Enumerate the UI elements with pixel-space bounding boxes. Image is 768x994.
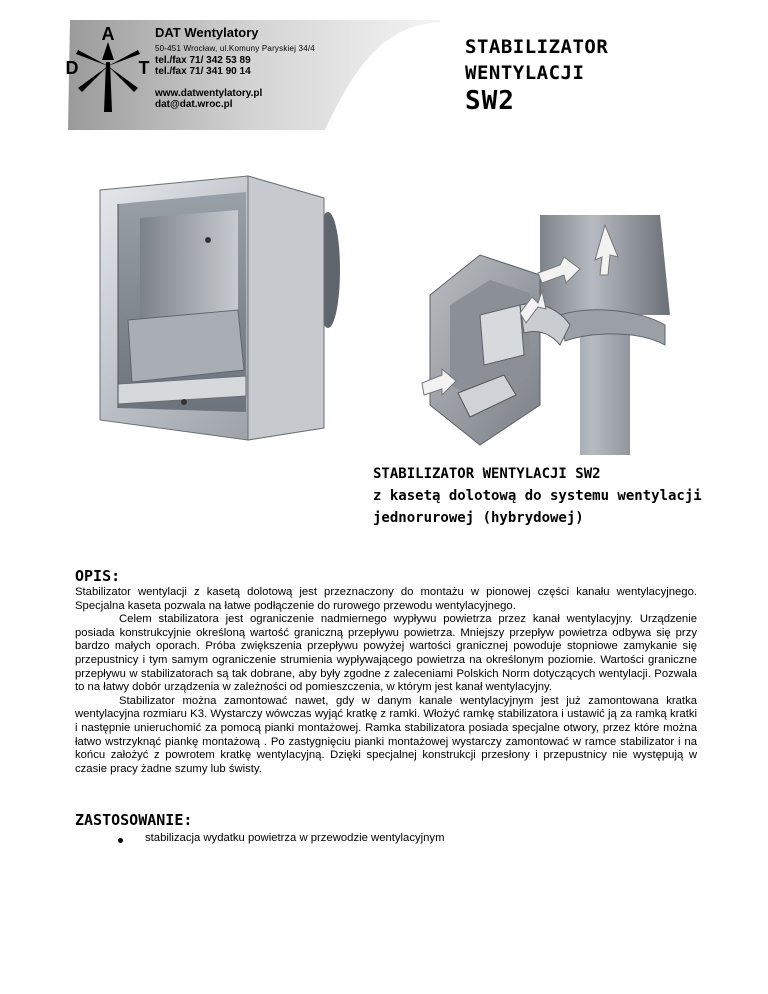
title-line-1: STABILIZATOR: [465, 36, 609, 58]
company-tel-2: tel./fax 71/ 341 90 14: [155, 66, 251, 77]
bullet-icon: [118, 838, 123, 843]
product-photo-cassette: [88, 170, 350, 442]
subtitle-line-3: jednorurowej (hybrydowej): [373, 510, 584, 526]
logo-letter-d: D: [66, 58, 79, 78]
company-name: DAT Wentylatory: [155, 25, 259, 40]
company-address: 50-451 Wrocław, ul.Komuny Paryskiej 34/4: [155, 44, 315, 53]
company-website[interactable]: www.datwentylatory.pl: [155, 88, 263, 99]
subtitle-line-2: z kasetą dolotową do systemu wentylacji: [373, 488, 702, 504]
logo-letter-a: A: [101, 24, 115, 44]
zastosowanie-heading: ZASTOSOWANIE:: [75, 811, 193, 829]
company-email[interactable]: dat@dat.wroc.pl: [155, 99, 233, 110]
company-logo: [66, 22, 150, 114]
logo-letter-t: T: [138, 58, 150, 78]
title-model: SW2: [465, 86, 515, 116]
opis-paragraph-1: Stabilizator wentylacji z kasetą dolotową jest przeznaczony do montażu w pionowej części kanału wentylacyjnego. Specjalna kaseta pozwala na łatwe podłączenie do rurowego przewodu wentylacyjnego.: [75, 586, 697, 612]
opis-paragraph-3: Stabilizator można zamontować nawet, gdy w danym kanale wentylacyjnym jest już zamontowana kratka wentylacyjna rozmiaru K3. Wystarczy wówczas wyjąć kratkę z ramki. Włożyć ramkę stabilizatora i ustawić ją za ramką kratki i następnie unieruchomić za pomocą pianki montażowej. Ramka stabilizatora posiada specjalne otwory, przez które można łatwo wstrzyknąć piankę montażową . Po zastygnięciu pianki montażowej wystarczy zamontować w ramce stabilizator i na końcu założyć z powrotem kratkę wentylacyjną. Dzięki specjalnej konstrukcji przesłony i przepustnicy nie występują w czasie pracy żadne szumy lub świsty.: [75, 694, 697, 775]
opis-heading: OPIS:: [75, 567, 121, 585]
subtitle-line-1: STABILIZATOR WENTYLACJI SW2: [373, 466, 601, 482]
title-line-2: WENTYLACJI: [465, 62, 585, 84]
zastosowanie-item: stabilizacja wydatku powietrza w przewodzie wentylacyjnym: [145, 832, 445, 844]
product-photo-system: [420, 205, 690, 455]
company-tel-1: tel./fax 71/ 342 53 89: [155, 55, 251, 66]
opis-paragraph-2: Celem stabilizatora jest ograniczenie nadmiernego wypływu powietrza przez kanał wentylacyjny. Urządzenie posiada konstrukcyjnie określoną wartość graniczną przepływu powietrza. Mniejszy przepływ powietrza odbywa się przy bardzo małych oporach. Próba zwiększenia przepływu powyżej wartości granicznej powoduje stopniowe zamykanie się przepustnicy i tym samym ograniczenie strumienia wypływającego powietrza na określonym poziomie. Wartości graniczne przepływu w stabilizatorach są tak dobrane, aby były zgodne z zaleceniami Polskich Norm dotyczących wentylacji. Pozwala to na łatwy dobór urządzenia w zależności od pomieszczenia, w którym jest kanał wentylacyjny.: [75, 613, 697, 694]
opis-body: [75, 586, 697, 776]
